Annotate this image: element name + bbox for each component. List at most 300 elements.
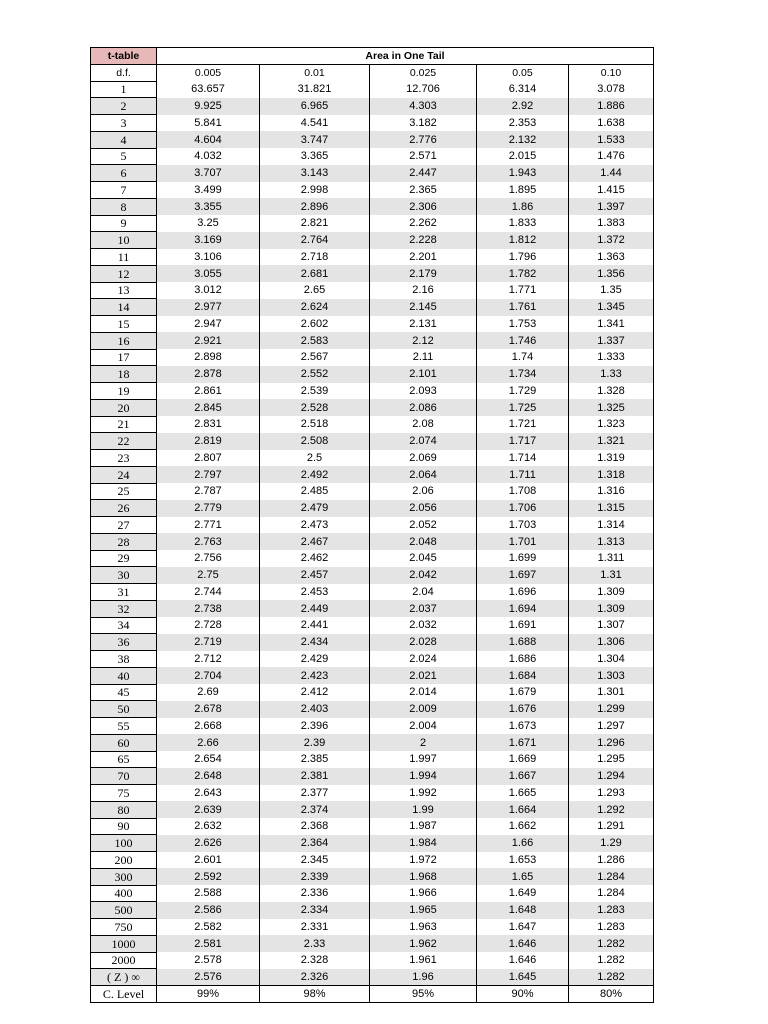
critical-value-cell: 2.771: [157, 517, 260, 534]
critical-value-cell: 1.706: [477, 500, 569, 517]
header-columns-row: [91, 64, 654, 81]
table-row: [91, 215, 654, 232]
critical-value-cell: 2.093: [370, 383, 477, 400]
table-row: [91, 567, 654, 584]
critical-value-cell: 2.581: [157, 935, 260, 952]
df-cell: 1: [91, 81, 157, 98]
critical-value-cell: 1.961: [370, 952, 477, 969]
table-row: [91, 98, 654, 115]
critical-value-cell: 2.528: [260, 399, 370, 416]
critical-value-cell: 2.779: [157, 500, 260, 517]
critical-value-cell: 2: [370, 734, 477, 751]
df-cell: 2000: [91, 952, 157, 969]
critical-value-cell: 1.703: [477, 517, 569, 534]
table-row: [91, 399, 654, 416]
df-cell: 3: [91, 115, 157, 132]
critical-value-cell: 1.303: [569, 667, 654, 684]
critical-value-cell: 2.06: [370, 483, 477, 500]
critical-value-cell: 2.861: [157, 383, 260, 400]
critical-value-cell: 2.132: [477, 131, 569, 148]
critical-value-cell: 1.688: [477, 634, 569, 651]
critical-value-cell: 2.447: [370, 165, 477, 182]
critical-value-cell: 1.796: [477, 249, 569, 266]
critical-value-cell: 1.86: [477, 198, 569, 215]
critical-value-cell: 2.457: [260, 567, 370, 584]
critical-value-cell: 1.673: [477, 718, 569, 735]
critical-value-cell: 1.341: [569, 316, 654, 333]
critical-value-cell: 1.29: [569, 835, 654, 852]
critical-value-cell: 2.518: [260, 416, 370, 433]
critical-value-cell: 2.074: [370, 433, 477, 450]
critical-value-cell: 2.08: [370, 416, 477, 433]
critical-value-cell: 2.601: [157, 852, 260, 869]
critical-value-cell: 1.284: [569, 885, 654, 902]
critical-value-cell: 2.16: [370, 282, 477, 299]
critical-value-cell: 2.586: [157, 902, 260, 919]
table-row: [91, 383, 654, 400]
critical-value-cell: 2.712: [157, 651, 260, 668]
critical-value-cell: 1.662: [477, 818, 569, 835]
critical-value-cell: 2.396: [260, 718, 370, 735]
critical-value-cell: 2.306: [370, 198, 477, 215]
critical-value-cell: 1.309: [569, 584, 654, 601]
critical-value-cell: 31.821: [260, 81, 370, 98]
table-row: [91, 902, 654, 919]
critical-value-cell: 1.992: [370, 785, 477, 802]
critical-value-cell: 2.403: [260, 701, 370, 718]
df-cell: ( Z ) ∞: [91, 969, 157, 986]
table-row: [91, 148, 654, 165]
critical-value-cell: 3.078: [569, 81, 654, 98]
critical-value-cell: 2.797: [157, 466, 260, 483]
critical-value-cell: 1.282: [569, 952, 654, 969]
critical-value-cell: 1.99: [370, 801, 477, 818]
critical-value-cell: 2.441: [260, 617, 370, 634]
critical-value-cell: 2.648: [157, 768, 260, 785]
table-row: [91, 718, 654, 735]
df-cell: 12: [91, 265, 157, 282]
table-row: [91, 81, 654, 98]
critical-value-cell: 2.334: [260, 902, 370, 919]
critical-value-cell: 2.576: [157, 969, 260, 986]
table-row: [91, 584, 654, 601]
critical-value-cell: 2.578: [157, 952, 260, 969]
table-row: [91, 198, 654, 215]
critical-value-cell: 1.282: [569, 969, 654, 986]
table-row: [91, 818, 654, 835]
critical-value-cell: 2.878: [157, 366, 260, 383]
critical-value-cell: 12.706: [370, 81, 477, 98]
critical-value-cell: 2.819: [157, 433, 260, 450]
critical-value-cell: 2.845: [157, 399, 260, 416]
critical-value-cell: 2.364: [260, 835, 370, 852]
critical-value-cell: 2.479: [260, 500, 370, 517]
critical-value-cell: 1.299: [569, 701, 654, 718]
critical-value-cell: 2.5: [260, 450, 370, 467]
confidence-level-row: [91, 986, 654, 1003]
critical-value-cell: 1.648: [477, 902, 569, 919]
table-row: [91, 165, 654, 182]
df-cell: 10: [91, 232, 157, 249]
critical-value-cell: 2.377: [260, 785, 370, 802]
critical-value-cell: 2.668: [157, 718, 260, 735]
critical-value-cell: 3.707: [157, 165, 260, 182]
df-header: d.f.: [91, 64, 157, 81]
critical-value-cell: 1.782: [477, 265, 569, 282]
critical-value-cell: 1.694: [477, 600, 569, 617]
critical-value-cell: 1.476: [569, 148, 654, 165]
critical-value-cell: 2.11: [370, 349, 477, 366]
critical-value-cell: 2.898: [157, 349, 260, 366]
critical-value-cell: 1.833: [477, 215, 569, 232]
df-cell: 75: [91, 785, 157, 802]
df-cell: 100: [91, 835, 157, 852]
critical-value-cell: 2.331: [260, 919, 370, 936]
critical-value-cell: 1.729: [477, 383, 569, 400]
table-title: t-table: [91, 48, 157, 65]
critical-value-cell: 2.624: [260, 299, 370, 316]
critical-value-cell: 1.296: [569, 734, 654, 751]
critical-value-cell: 2.262: [370, 215, 477, 232]
critical-value-cell: 2.381: [260, 768, 370, 785]
critical-value-cell: 3.182: [370, 115, 477, 132]
critical-value-cell: 2.014: [370, 684, 477, 701]
critical-value-cell: 63.657: [157, 81, 260, 98]
df-cell: 32: [91, 600, 157, 617]
critical-value-cell: 1.313: [569, 533, 654, 550]
critical-value-cell: 2.412: [260, 684, 370, 701]
df-cell: 6: [91, 165, 157, 182]
table-row: [91, 667, 654, 684]
critical-value-cell: 2.179: [370, 265, 477, 282]
critical-value-cell: 1.714: [477, 450, 569, 467]
critical-value-cell: 3.25: [157, 215, 260, 232]
critical-value-cell: 2.12: [370, 332, 477, 349]
df-cell: 90: [91, 818, 157, 835]
critical-value-cell: 1.315: [569, 500, 654, 517]
critical-value-cell: 1.711: [477, 466, 569, 483]
critical-value-cell: 1.323: [569, 416, 654, 433]
confidence-level-value: 80%: [569, 986, 654, 1003]
table-row: [91, 282, 654, 299]
critical-value-cell: 2.042: [370, 567, 477, 584]
df-cell: 4: [91, 131, 157, 148]
df-cell: 28: [91, 533, 157, 550]
tail-area-header: 0.10: [569, 64, 654, 81]
critical-value-cell: 1.321: [569, 433, 654, 450]
confidence-level-value: 95%: [370, 986, 477, 1003]
critical-value-cell: 1.383: [569, 215, 654, 232]
critical-value-cell: 1.646: [477, 952, 569, 969]
critical-value-cell: 1.316: [569, 483, 654, 500]
critical-value-cell: 1.397: [569, 198, 654, 215]
critical-value-cell: 2.896: [260, 198, 370, 215]
critical-value-cell: 6.314: [477, 81, 569, 98]
critical-value-cell: 2.787: [157, 483, 260, 500]
critical-value-cell: 1.708: [477, 483, 569, 500]
critical-value-cell: 1.333: [569, 349, 654, 366]
df-cell: 31: [91, 584, 157, 601]
table-row: [91, 768, 654, 785]
critical-value-cell: 2.39: [260, 734, 370, 751]
df-cell: 55: [91, 718, 157, 735]
df-cell: 1000: [91, 935, 157, 952]
critical-value-cell: 2.201: [370, 249, 477, 266]
critical-value-cell: 2.632: [157, 818, 260, 835]
critical-value-cell: 1.669: [477, 751, 569, 768]
confidence-level-value: 99%: [157, 986, 260, 1003]
df-cell: 19: [91, 383, 157, 400]
df-cell: 21: [91, 416, 157, 433]
critical-value-cell: 1.753: [477, 316, 569, 333]
critical-value-cell: 2.831: [157, 416, 260, 433]
critical-value-cell: 2.977: [157, 299, 260, 316]
critical-value-cell: 2.738: [157, 600, 260, 617]
confidence-level-label: C. Level: [91, 986, 157, 1003]
critical-value-cell: 2.602: [260, 316, 370, 333]
critical-value-cell: 1.337: [569, 332, 654, 349]
df-cell: 11: [91, 249, 157, 266]
df-cell: 15: [91, 316, 157, 333]
critical-value-cell: 2.592: [157, 868, 260, 885]
critical-value-cell: 2.423: [260, 667, 370, 684]
critical-value-cell: 2.92: [477, 98, 569, 115]
df-cell: 50: [91, 701, 157, 718]
critical-value-cell: 1.966: [370, 885, 477, 902]
table-row: [91, 349, 654, 366]
critical-value-cell: 2.056: [370, 500, 477, 517]
table-row: [91, 131, 654, 148]
critical-value-cell: 2.453: [260, 584, 370, 601]
critical-value-cell: 1.318: [569, 466, 654, 483]
critical-value-cell: 1.356: [569, 265, 654, 282]
df-cell: 400: [91, 885, 157, 902]
critical-value-cell: 1.721: [477, 416, 569, 433]
table-row: [91, 450, 654, 467]
critical-value-cell: 2.101: [370, 366, 477, 383]
critical-value-cell: 2.069: [370, 450, 477, 467]
critical-value-cell: 2.998: [260, 182, 370, 199]
df-cell: 70: [91, 768, 157, 785]
critical-value-cell: 1.664: [477, 801, 569, 818]
critical-value-cell: 1.309: [569, 600, 654, 617]
critical-value-cell: 1.638: [569, 115, 654, 132]
critical-value-cell: 3.365: [260, 148, 370, 165]
critical-value-cell: 2.473: [260, 517, 370, 534]
critical-value-cell: 1.771: [477, 282, 569, 299]
df-cell: 36: [91, 634, 157, 651]
table-row: [91, 249, 654, 266]
df-cell: 20: [91, 399, 157, 416]
df-cell: 13: [91, 282, 157, 299]
df-cell: 750: [91, 919, 157, 936]
critical-value-cell: 2.66: [157, 734, 260, 751]
critical-value-cell: 2.449: [260, 600, 370, 617]
critical-value-cell: 1.325: [569, 399, 654, 416]
df-cell: 25: [91, 483, 157, 500]
critical-value-cell: 1.306: [569, 634, 654, 651]
critical-value-cell: 1.307: [569, 617, 654, 634]
critical-value-cell: 2.429: [260, 651, 370, 668]
critical-value-cell: 3.055: [157, 265, 260, 282]
critical-value-cell: 1.65: [477, 868, 569, 885]
critical-value-cell: 1.734: [477, 366, 569, 383]
critical-value-cell: 2.028: [370, 634, 477, 651]
area-in-one-tail-heading: Area in One Tail: [157, 48, 654, 65]
critical-value-cell: 2.339: [260, 868, 370, 885]
df-cell: 65: [91, 751, 157, 768]
critical-value-cell: 2.336: [260, 885, 370, 902]
df-cell: 45: [91, 684, 157, 701]
critical-value-cell: 1.31: [569, 567, 654, 584]
table-row: [91, 600, 654, 617]
critical-value-cell: 2.69: [157, 684, 260, 701]
critical-value-cell: 2.374: [260, 801, 370, 818]
critical-value-cell: 1.286: [569, 852, 654, 869]
critical-value-cell: 2.508: [260, 433, 370, 450]
critical-value-cell: 2.756: [157, 550, 260, 567]
critical-value-cell: 1.295: [569, 751, 654, 768]
critical-value-cell: 3.169: [157, 232, 260, 249]
critical-value-cell: 2.719: [157, 634, 260, 651]
table-row: [91, 634, 654, 651]
critical-value-cell: 1.66: [477, 835, 569, 852]
df-cell: 30: [91, 567, 157, 584]
df-cell: 300: [91, 868, 157, 885]
table-row: [91, 115, 654, 132]
table-row: [91, 785, 654, 802]
critical-value-cell: 2.032: [370, 617, 477, 634]
table-row: [91, 533, 654, 550]
critical-value-cell: 1.372: [569, 232, 654, 249]
critical-value-cell: 1.686: [477, 651, 569, 668]
critical-value-cell: 3.747: [260, 131, 370, 148]
df-cell: 17: [91, 349, 157, 366]
critical-value-cell: 4.541: [260, 115, 370, 132]
critical-value-cell: 2.037: [370, 600, 477, 617]
critical-value-cell: 2.718: [260, 249, 370, 266]
critical-value-cell: 2.462: [260, 550, 370, 567]
critical-value-cell: 1.649: [477, 885, 569, 902]
critical-value-cell: 1.35: [569, 282, 654, 299]
table-row: [91, 433, 654, 450]
critical-value-cell: 4.303: [370, 98, 477, 115]
table-row: [91, 416, 654, 433]
df-cell: 40: [91, 667, 157, 684]
tail-area-header: 0.025: [370, 64, 477, 81]
critical-value-cell: 2.678: [157, 701, 260, 718]
critical-value-cell: 1.997: [370, 751, 477, 768]
critical-value-cell: 1.653: [477, 852, 569, 869]
table-row: [91, 751, 654, 768]
critical-value-cell: 2.145: [370, 299, 477, 316]
df-cell: 23: [91, 450, 157, 467]
critical-value-cell: 1.667: [477, 768, 569, 785]
table-row: [91, 651, 654, 668]
df-cell: 9: [91, 215, 157, 232]
critical-value-cell: 2.015: [477, 148, 569, 165]
table-row: [91, 952, 654, 969]
df-cell: 80: [91, 801, 157, 818]
critical-value-cell: 1.684: [477, 667, 569, 684]
tail-area-header: 0.005: [157, 64, 260, 81]
table-row: [91, 500, 654, 517]
critical-value-cell: 1.292: [569, 801, 654, 818]
critical-value-cell: 2.583: [260, 332, 370, 349]
critical-value-cell: 2.65: [260, 282, 370, 299]
table-row: [91, 182, 654, 199]
tail-area-header: 0.01: [260, 64, 370, 81]
table-body: [91, 81, 654, 986]
table-row: [91, 617, 654, 634]
critical-value-cell: 2.539: [260, 383, 370, 400]
critical-value-cell: 2.385: [260, 751, 370, 768]
critical-value-cell: 2.75: [157, 567, 260, 584]
df-cell: 2: [91, 98, 157, 115]
critical-value-cell: 2.485: [260, 483, 370, 500]
critical-value-cell: 6.965: [260, 98, 370, 115]
table-row: [91, 332, 654, 349]
critical-value-cell: 1.965: [370, 902, 477, 919]
critical-value-cell: 1.291: [569, 818, 654, 835]
table-row: [91, 684, 654, 701]
df-cell: 500: [91, 902, 157, 919]
df-cell: 38: [91, 651, 157, 668]
confidence-level-value: 90%: [477, 986, 569, 1003]
critical-value-cell: 2.821: [260, 215, 370, 232]
df-cell: 14: [91, 299, 157, 316]
critical-value-cell: 1.679: [477, 684, 569, 701]
table-row: [91, 517, 654, 534]
table-row: [91, 935, 654, 952]
table-row: [91, 366, 654, 383]
tail-area-header: 0.05: [477, 64, 569, 81]
critical-value-cell: 1.646: [477, 935, 569, 952]
critical-value-cell: 1.691: [477, 617, 569, 634]
critical-value-cell: 2.045: [370, 550, 477, 567]
critical-value-cell: 1.301: [569, 684, 654, 701]
critical-value-cell: 2.228: [370, 232, 477, 249]
df-cell: 60: [91, 734, 157, 751]
table-row: [91, 835, 654, 852]
critical-value-cell: 2.567: [260, 349, 370, 366]
critical-value-cell: 2.744: [157, 584, 260, 601]
critical-value-cell: 2.048: [370, 533, 477, 550]
critical-value-cell: 2.588: [157, 885, 260, 902]
df-cell: 34: [91, 617, 157, 634]
critical-value-cell: 2.763: [157, 533, 260, 550]
table-row: [91, 969, 654, 986]
table-row: [91, 701, 654, 718]
header-title-row: [91, 48, 654, 65]
critical-value-cell: 1.294: [569, 768, 654, 785]
critical-value-cell: 1.962: [370, 935, 477, 952]
critical-value-cell: 2.776: [370, 131, 477, 148]
critical-value-cell: 2.492: [260, 466, 370, 483]
critical-value-cell: 1.33: [569, 366, 654, 383]
critical-value-cell: 1.987: [370, 818, 477, 835]
critical-value-cell: 2.365: [370, 182, 477, 199]
critical-value-cell: 1.994: [370, 768, 477, 785]
critical-value-cell: 2.04: [370, 584, 477, 601]
critical-value-cell: 1.972: [370, 852, 477, 869]
critical-value-cell: 2.681: [260, 265, 370, 282]
critical-value-cell: 2.052: [370, 517, 477, 534]
critical-value-cell: 2.353: [477, 115, 569, 132]
df-cell: 26: [91, 500, 157, 517]
critical-value-cell: 2.947: [157, 316, 260, 333]
critical-value-cell: 2.654: [157, 751, 260, 768]
